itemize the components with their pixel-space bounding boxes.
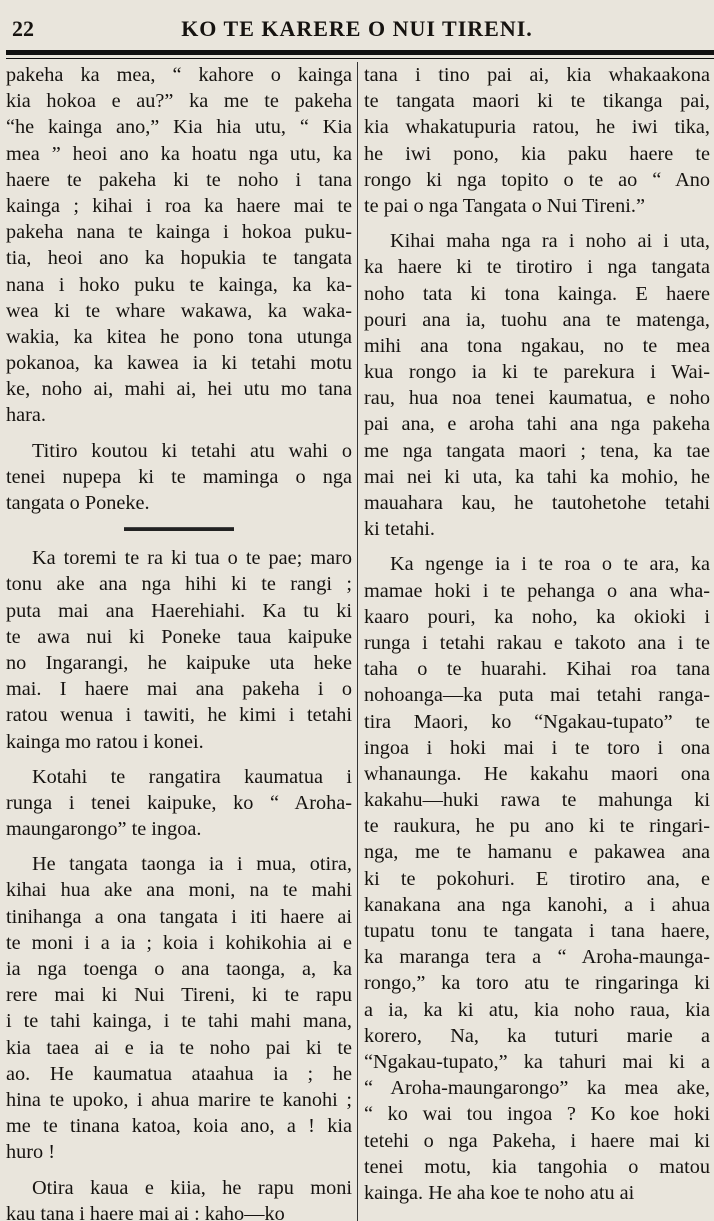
text-line: pakeha ka mea, “ kahore o kainga bbox=[6, 64, 352, 86]
paragraph-gap bbox=[364, 219, 710, 228]
article-paragraph bbox=[6, 764, 352, 843]
right-column bbox=[364, 62, 710, 1221]
text-line: mauahara kau, he tautohetohe tetahi bbox=[364, 492, 710, 514]
text-line: Otira kaua e kiia, he rapu moni bbox=[32, 1176, 352, 1199]
text-line: no Ingarangi, he kaipuke uta heke bbox=[6, 651, 352, 674]
text-line: korero, Na, ka tuturi marie a bbox=[364, 1024, 710, 1047]
text-line: Kihai maha nga ra i noho ai i uta, bbox=[390, 230, 710, 253]
page-number: 22 bbox=[12, 16, 34, 41]
text-line: kia whakatupuria ratou, he iwi tika, bbox=[364, 116, 710, 139]
text-line: i te tahi kainga, i te tahi mahi mana, bbox=[6, 1010, 352, 1033]
text-line: rau, hua noa tenei kaumatua, e noho bbox=[364, 387, 710, 410]
text-line: he iwi pono, kia paku haere te bbox=[364, 142, 710, 165]
header-rule-thick bbox=[6, 50, 714, 55]
text-line: huro ! bbox=[6, 1141, 55, 1164]
text-line: whanaunga. He kakahu maori ona bbox=[364, 762, 710, 785]
text-line: me te tinana katoa, koia ano, a ! kia bbox=[6, 1115, 352, 1138]
article-paragraph bbox=[6, 851, 352, 1165]
text-line: kau tana i haere mai ai : kaho—ko bbox=[6, 1202, 285, 1221]
text-line: wea ki te whare wakawa, ka waka- bbox=[6, 299, 352, 322]
text-line: kia taea ai e ia te noho pai ki te bbox=[6, 1036, 352, 1059]
text-line: pakeha nana te kainga i hokoa puku- bbox=[6, 221, 352, 244]
text-line: pokanoa, ka kawea ia ki tetahi motu bbox=[6, 352, 352, 375]
text-line: noho tata ki tona kainga. E haere bbox=[364, 282, 710, 305]
text-line: kia hokoa e au?” ka me te pakeha bbox=[6, 90, 352, 113]
article-paragraph bbox=[6, 438, 352, 517]
text-line: mai. I haere mai ana pakeha i o bbox=[6, 678, 352, 701]
text-line: “he kainga ano,” Kia hia utu, “ Kia bbox=[6, 116, 352, 139]
text-line: ka maranga tera a “ Aroha-maunga- bbox=[364, 946, 710, 969]
text-line: rongo ki nga topito o te ao “ Ano bbox=[364, 168, 710, 191]
text-line: tana i tino pai ai, kia whakaakona bbox=[364, 64, 710, 86]
article-paragraph bbox=[6, 1175, 352, 1221]
text-line: runga i tetahi rakau e takoto ana i te bbox=[364, 631, 710, 654]
paragraph-gap bbox=[6, 1166, 352, 1175]
text-line: kanakana ana nga kanohi, a i ahua bbox=[364, 893, 710, 916]
article-paragraph bbox=[364, 551, 710, 1206]
text-line: hina te upoko, i ahua marire te kanohi ; bbox=[6, 1088, 352, 1111]
text-line: rere mai ki Nui Tireni, ki te rapu bbox=[6, 984, 352, 1007]
text-line: ratou wenua i tawiti, he kimi i tetahi bbox=[6, 704, 352, 727]
text-line: kaaro pouri, ka noho, ka okioki i bbox=[364, 605, 710, 628]
text-line: puta mai ana Haerehiahi. Ka tu ki bbox=[6, 599, 352, 622]
text-line: ke, noho ai, mahi ai, hei utu mo tana bbox=[6, 378, 352, 401]
article-paragraph bbox=[364, 228, 710, 542]
text-line: ingoa i hoki mai i te toro i ona bbox=[364, 736, 710, 759]
page-header bbox=[8, 12, 706, 46]
text-line: ki te pokohuri. E tirotiro ana, e bbox=[364, 867, 710, 890]
text-line: mea ” heoi ano ka hoatu nga utu, ka bbox=[6, 142, 352, 165]
text-line: nohoanga—ka puta mai tetahi ranga- bbox=[364, 684, 710, 707]
article-paragraph bbox=[364, 62, 710, 219]
text-line: te pai o nga Tangata o Nui Tireni.” bbox=[364, 194, 645, 217]
text-line: tira Maori, ko “Ngakau-tupato” te bbox=[364, 710, 710, 733]
left-column bbox=[6, 62, 352, 1221]
article-paragraph bbox=[6, 545, 352, 755]
text-line: wakia, ka kitea he pono tona utunga bbox=[6, 325, 352, 348]
text-line: tinihanga a ona tangata i iti haere ai bbox=[6, 905, 352, 928]
text-line: mai nei ki uta, ka tahi ka mohio, he bbox=[364, 465, 710, 488]
text-line: Ka toremi te ra ki tua o te pae; maro bbox=[32, 547, 352, 570]
text-line: me nga tangata maori ; tena, ka tae bbox=[364, 439, 710, 462]
header-rule-thin bbox=[6, 58, 714, 59]
text-line: tetehi o nga Pakeha, i haere mai ki bbox=[364, 1129, 710, 1152]
text-line: “ Aroha-maungarongo” ka mea ake, bbox=[364, 1077, 710, 1100]
column-divider bbox=[357, 62, 358, 1221]
text-line: ao. He kaumatua ataahua ia ; he bbox=[6, 1062, 352, 1085]
text-line: taha o te huarahi. Kihai roa tana bbox=[364, 658, 710, 681]
text-line: Kotahi te rangatira kaumatua i bbox=[32, 765, 352, 788]
text-line: te tangata maori ki te tikanga pai, bbox=[364, 90, 710, 113]
text-line: kainga ; kihai i roa ka haere mai te bbox=[6, 194, 352, 217]
text-line: tenei motu, kia tangohia o matou bbox=[364, 1155, 710, 1178]
text-line: a ia, ka ki atu, kia noho raua, kia bbox=[364, 998, 710, 1021]
text-line: tupatu tonu te tangata i tana haere, bbox=[364, 920, 710, 942]
text-line: runga i tenei kaipuke, ko “ Aroha- bbox=[6, 791, 352, 814]
text-line: te awa nui ki Poneke taua kaipuke bbox=[6, 625, 352, 648]
text-line: ia nga toenga o ana taonga, a, ka bbox=[6, 958, 352, 980]
text-line: Titiro koutou ki tetahi atu wahi o bbox=[32, 439, 352, 462]
running-title: KO TE KARERE O NUI TIRENI. bbox=[181, 16, 533, 41]
text-line: hara. bbox=[6, 404, 46, 427]
paragraph-gap bbox=[6, 755, 352, 764]
text-line: tia, heoi ano ka hopukia te tangata bbox=[6, 247, 352, 270]
text-line: ki tetahi. bbox=[364, 518, 435, 541]
text-line: tangata o Poneke. bbox=[6, 492, 150, 514]
text-line: ka haere ki te tirotiro i nga tangata bbox=[364, 256, 710, 279]
paragraph-gap bbox=[6, 842, 352, 851]
text-line: “Ngakau-tupato,” ka tahuri mai ki a bbox=[364, 1050, 710, 1073]
text-line: maungarongo” te ingoa. bbox=[6, 818, 202, 841]
text-line: Ka ngenge ia i te roa o te ara, ka bbox=[390, 553, 710, 576]
text-line: He tangata taonga ia i mua, otira, bbox=[32, 853, 352, 876]
text-line: pouri ana ia, tuohu ana te matenga, bbox=[364, 308, 710, 331]
text-line: tonu ake ana nga hihi ki te rangi ; bbox=[6, 573, 352, 596]
text-line: te raukura, he pu ano ki te ringari- bbox=[364, 815, 710, 838]
text-line: “ ko wai tou ingoa ? Ko koe hoki bbox=[364, 1103, 710, 1126]
text-line: te moni i a ia ; koia i kohikohia ai e bbox=[6, 931, 352, 954]
text-line: kainga mo ratou i konei. bbox=[6, 730, 204, 753]
text-line: tenei nupepa ki te maminga o nga bbox=[6, 465, 352, 488]
text-line: kainga. He aha koe te noho atu ai bbox=[364, 1181, 635, 1204]
section-divider bbox=[124, 527, 234, 531]
text-line: kua rongo ia ki te parekura i Wai- bbox=[364, 361, 710, 384]
paragraph-gap bbox=[6, 429, 352, 438]
article-paragraph bbox=[6, 62, 352, 429]
text-line: kakahu—huki rawa te mahunga ki bbox=[364, 789, 710, 812]
text-line: pai ana, e aroha tahi ana nga pakeha bbox=[364, 413, 710, 436]
text-line: mamae hoki i te pehanga o ana wha- bbox=[364, 579, 710, 602]
text-line: mihi ana tona ngakau, no te mea bbox=[364, 334, 710, 357]
text-line: haere te pakeha ki te noho i tana bbox=[6, 168, 352, 191]
text-line: nana i hoko puku te kainga, ka ka- bbox=[6, 273, 352, 296]
text-line: rongo,” ka toro atu te ringaringa ki bbox=[364, 972, 710, 995]
text-line: nga, me te hamanu e pakawea ana bbox=[364, 841, 710, 864]
text-line: kihai hua ake ana moni, na te mahi bbox=[6, 879, 352, 902]
paragraph-gap bbox=[364, 542, 710, 551]
